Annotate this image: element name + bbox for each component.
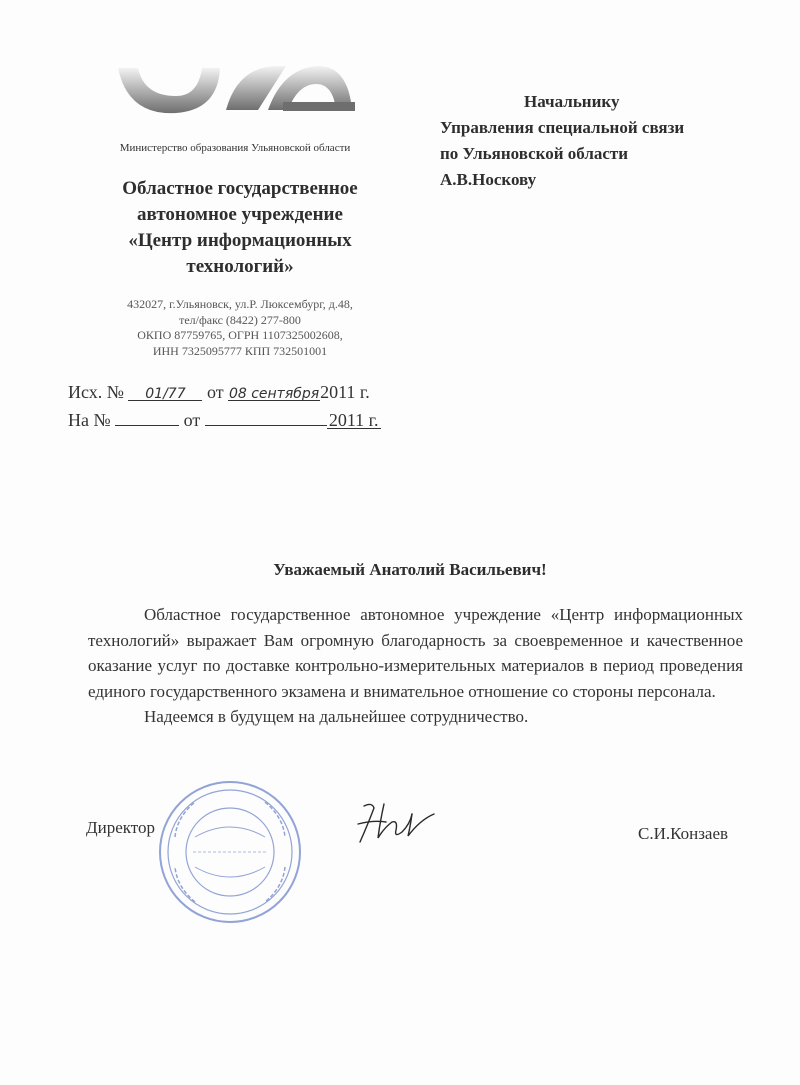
address-line: ИНН 7325095777 КПП 732501001 [152, 343, 328, 358]
outgoing-prefix: Исх. № [68, 382, 124, 402]
org-name-line: Областное государственное [122, 178, 358, 199]
director-title: Директор [86, 818, 155, 837]
outgoing-date-blank [228, 382, 320, 401]
incoming-ref [68, 407, 381, 431]
addressee-line: Начальнику [524, 92, 620, 111]
address-line: тел/факс (8422) 277-800 [179, 312, 301, 327]
address-line: ОКПО 87759765, ОГРН 1107325002608, [137, 328, 343, 342]
incoming-number-blank [115, 407, 179, 426]
incoming-date-blank [205, 407, 327, 426]
organization-name [80, 176, 400, 280]
org-name-line: «Центр информационных [128, 230, 352, 251]
body-paragraph: Надеемся в будущем на дальнейшее сотрудничество. [144, 707, 529, 726]
from-label: от [206, 382, 224, 402]
outgoing-date: 08 сентября [228, 386, 320, 402]
org-name-line: технологий» [186, 256, 294, 277]
outgoing-ref [68, 382, 370, 403]
body-paragraph: Областное государственное автономное учреждение «Центр информационных технологий» выражает Вам огромную благодарность за своевременное и качественное оказание услуг по доставке контрольно-измерительных материалов в период проведения единого государственного экзамена и внимательное отношение со стороны персонала. [88, 605, 743, 701]
org-logo [108, 58, 358, 118]
addressee-line: А.В.Носкову [440, 170, 537, 189]
outgoing-year: 2011 г. [320, 382, 370, 402]
addressee-block [440, 89, 770, 193]
handwritten-signature [350, 798, 450, 846]
outgoing-number: 01/77 [145, 386, 186, 402]
signer-name: С.И.Конзаев [638, 824, 729, 843]
ministry-name: Министерство образования Ульяновской области [119, 142, 351, 154]
addressee-line: по Ульяновской области [440, 144, 629, 163]
org-address [80, 297, 400, 359]
letter-body [88, 602, 743, 730]
address-line: 432027, г.Ульяновск, ул.Р. Люксембург, д.48, [127, 297, 353, 311]
outgoing-number-blank [128, 382, 202, 401]
greeting: Уважаемый Анатолий Васильевич! [273, 560, 547, 579]
incoming-year: 2011 г. [328, 410, 379, 430]
official-stamp [155, 777, 305, 927]
addressee-line: Управления специальной связи [440, 118, 685, 137]
incoming-prefix: На № [68, 410, 111, 430]
incoming-from-label: от [183, 410, 201, 430]
org-name-line: автономное учреждение [137, 204, 343, 225]
